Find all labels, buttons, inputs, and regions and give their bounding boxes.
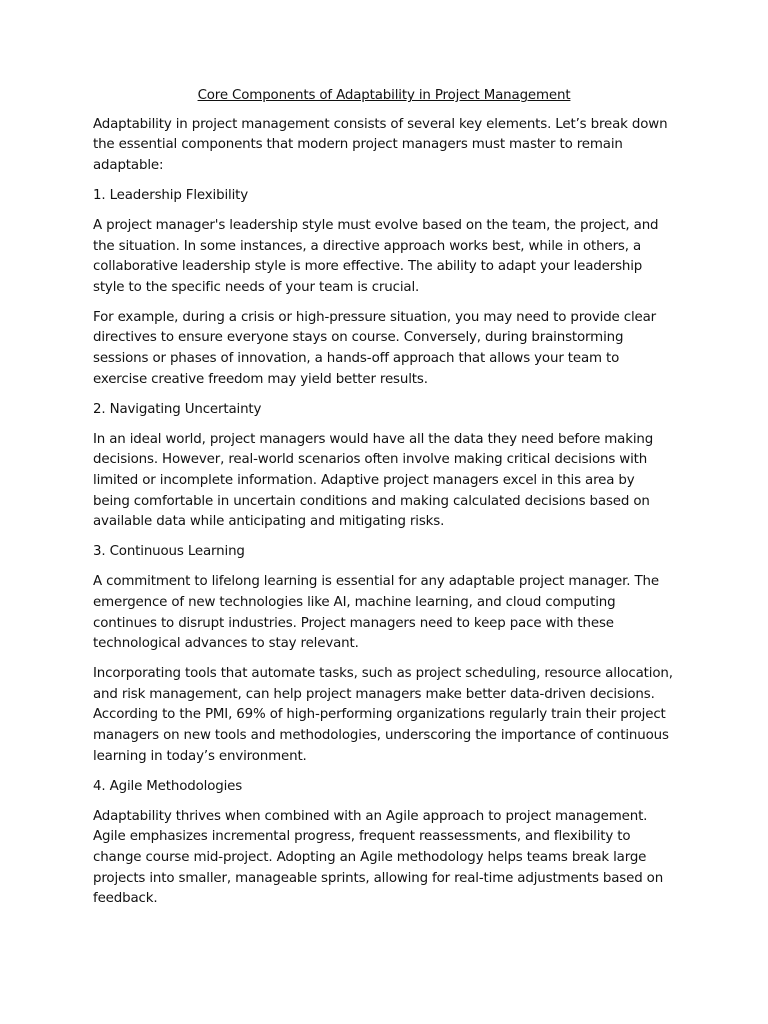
section-paragraph: A project manager's leadership style must evolve based on the team, the project, and the situation. In some instances, a directive approach works best, while in others, a collaborative leadership style is more effective. The ability to adapt your leadership style to the specific needs of your team is crucial.	[93, 217, 659, 295]
document-page	[93, 86, 675, 919]
section-paragraph: Adaptability thrives when combined with an Agile approach to project management. Agile emphasizes incremental progress, frequent reassessments, and flexibility to change course mid-project. Adopting an Agile methodology helps teams break large projects into smaller, manageable sprints, allowing for real-time adjustments based on feedback.	[93, 808, 664, 907]
section-heading: 1. Leadership Flexibility	[93, 187, 249, 203]
section-navigating-uncertainty	[93, 400, 675, 533]
section-paragraph: In an ideal world, project managers would have all the data they need before making decisions. However, real-world scenarios often involve making critical decisions with limited or incomplete information. Adaptive project managers excel in this area by being comfortable in uncertain conditions and making calculated decisions based on available data while anticipating and mitigating risks.	[93, 431, 654, 530]
section-paragraph: A commitment to lifelong learning is essential for any adaptable project manager. The emergence of new technologies like AI, machine learning, and cloud computing continues to disrupt industries. Project managers need to keep pace with these technological advances to stay relevant.	[93, 574, 659, 652]
intro-paragraph: Adaptability in project management consists of several key elements. Let’s break down the essential components that modern project managers must master to remain adaptable:	[93, 116, 668, 173]
section-heading: 2. Navigating Uncertainty	[93, 401, 262, 417]
section-paragraph: Incorporating tools that automate tasks, such as project scheduling, resource allocation, and risk management, can help project managers make better data-driven decisions. According to the PMI, 69% of high-performing organizations regularly train their project managers on new tools and methodologies, underscoring the importance of continuous learning in today’s environment.	[93, 666, 673, 764]
section-paragraph: For example, during a crisis or high-pressure situation, you may need to provide clear directives to ensure everyone stays on course. Conversely, during brainstorming sessions or phases of innovation, a hands-off approach that allows your team to exercise creative freedom may yield better results.	[93, 309, 657, 387]
document-title: Core Components of Adaptability in Project Management	[197, 88, 571, 103]
section-agile-methodologies	[93, 777, 675, 910]
section-leadership-flexibility	[93, 186, 675, 390]
section-heading: 3. Continuous Learning	[93, 544, 245, 560]
section-continuous-learning	[93, 542, 675, 767]
section-heading: 4. Agile Methodologies	[93, 778, 243, 794]
